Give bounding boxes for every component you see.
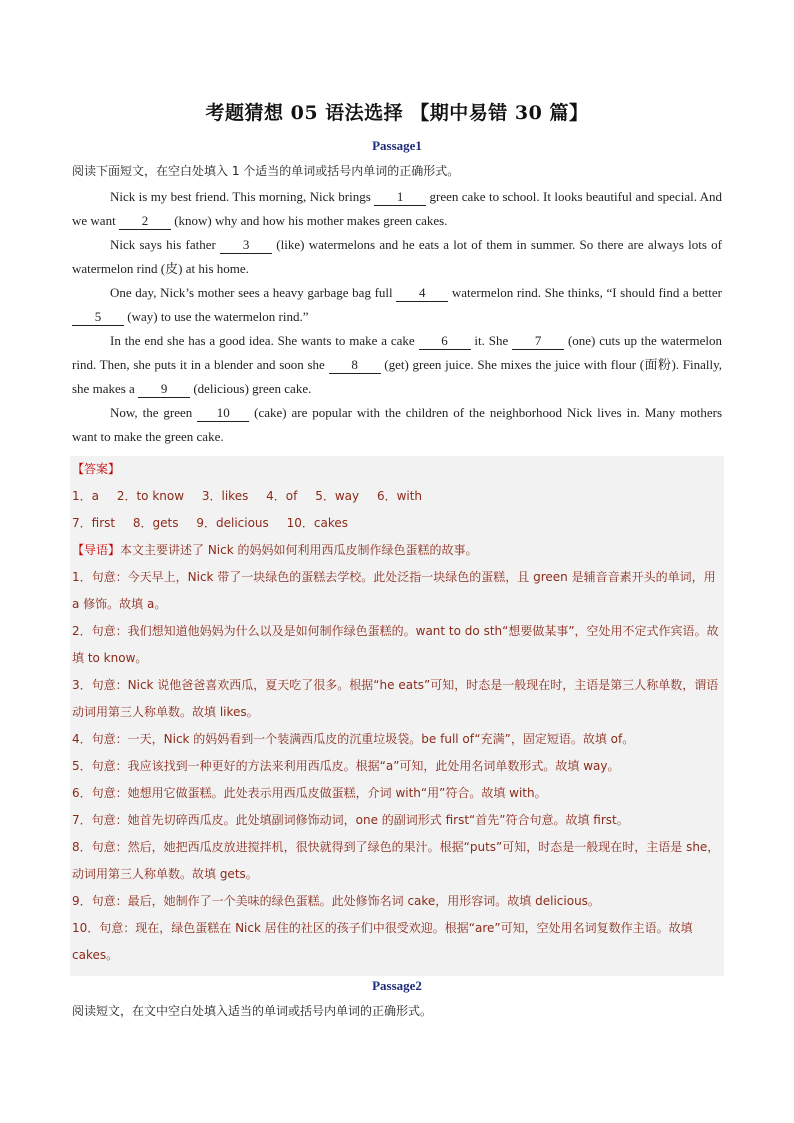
lede-text: 本文主要讲述了 Nick 的妈妈如何利用西瓜皮制作绿色蛋糕的故事。 <box>120 543 478 557</box>
answer-item: 7．first <box>72 516 116 530</box>
text-run: Nick says his father <box>110 237 221 252</box>
answer-item: 1．a <box>72 489 99 503</box>
text-run: One day, Nick’s mother sees a heavy garbage bag full <box>110 285 397 300</box>
text-run: watermelon rind. She thinks, “I should find a better <box>448 285 722 300</box>
passage2-heading: Passage2 <box>372 978 422 993</box>
paragraph <box>72 233 722 281</box>
passage1-heading: Passage1 <box>372 138 422 153</box>
passage2-instruction: 阅读短文，在文中空白处填入适当的单词或括号内单词的正确形式。 <box>72 1004 433 1018</box>
blank-3: 3 <box>220 237 272 254</box>
answer-item: 9．delicious <box>196 516 269 530</box>
blank-5: 5 <box>72 309 124 326</box>
explanation-3: 3．句意：Nick 说他爸爸喜欢西瓜，夏天吃了很多。根据“he eats”可知，时态是一般现在时，主语是第三人称单数，谓语动词用第三人称单数。故填 likes。 <box>72 678 719 719</box>
text-run: Now, the green <box>110 405 198 420</box>
passage1-instruction: 阅读下面短文，在空白处填入 1 个适当的单词或括号内单词的正确形式。 <box>72 164 460 178</box>
blank-6: 6 <box>419 333 471 350</box>
lede-label: 【导语】 <box>72 543 121 557</box>
paragraph <box>72 329 722 401</box>
answer-item: 8．gets <box>132 516 179 530</box>
answer-item: 2．to know <box>116 489 185 503</box>
paragraph <box>72 185 722 233</box>
text-run: In the end she has a good idea. She wants to make a cake <box>110 333 419 348</box>
answer-item: 4．of <box>266 489 298 503</box>
explanation-10: 10．句意：现在，绿色蛋糕在 Nick 居住的社区的孩子们中很受欢迎。根据“are”可知，空处用名词复数作主语。故填 cakes。 <box>72 921 693 962</box>
blank-7: 7 <box>512 333 564 350</box>
answer-section <box>72 456 722 969</box>
blank-4: 4 <box>396 285 448 302</box>
explanation-4: 4．句意：一天，Nick 的妈妈看到一个装满西瓜皮的沉重垃圾袋。be full of“充满”，固定短语。故填 of。 <box>72 732 635 746</box>
answer-item: 5．way <box>315 489 360 503</box>
page-title: 考题猜想 05 语法选择 【期中易错 30 篇】 <box>205 102 589 124</box>
answer-row-1 <box>72 483 722 510</box>
answer-item: 10．cakes <box>286 516 348 530</box>
text-run: (cake) are popular with the children of the neighborhood Nick lives in. Many mothers want to make the green cake. <box>72 405 723 444</box>
answer-label: 【答案】 <box>72 462 121 476</box>
explanation-6: 6．句意：她想用它做蛋糕。此处表示用西瓜皮做蛋糕，介词 with“用”符合。故填 with。 <box>72 786 547 800</box>
answer-item: 3．likes <box>201 489 249 503</box>
text-run: Nick is my best friend. This morning, Nick brings <box>110 189 375 204</box>
explanation-8: 8．句意：然后，她把西瓜皮放进搅拌机，很快就得到了绿色的果汁。根据“puts”可知，时态是一般现在时，主语是 she，动词用第三人称单数。故填 gets。 <box>72 840 720 881</box>
blank-1: 1 <box>374 189 426 206</box>
passage1-text <box>72 185 722 449</box>
explanation-2: 2．句意：我们想知道他妈妈为什么以及是如何制作绿色蛋糕的。want to do sth“想要做某事”，空处用不定式作宾语。故填 to know。 <box>72 624 719 665</box>
text-run: (delicious) green cake. <box>190 381 312 396</box>
blank-8: 8 <box>329 357 381 374</box>
text-run: (know) why and how his mother makes green cakes. <box>170 213 448 228</box>
text-run: (one) cuts up the watermelon rind. Then, she puts it in a blender and soon she <box>72 333 722 372</box>
answer-row-2 <box>72 510 722 537</box>
blank-10: 10 <box>197 405 249 422</box>
paragraph <box>72 281 722 329</box>
explanation-5: 5．句意：我应该找到一种更好的方法来利用西瓜皮。根据“a”可知，此处用名词单数形式。故填 way。 <box>72 759 620 773</box>
text-run: it. She <box>470 333 513 348</box>
text-run: green cake to school. It looks beautiful and special. And we want <box>72 189 722 228</box>
paragraph <box>72 401 722 449</box>
blank-2: 2 <box>119 213 171 230</box>
text-run: (get) green juice. She mixes the juice with flour (面粉). Finally, she makes a <box>72 357 723 396</box>
explanation-7: 7．句意：她首先切碎西瓜皮。此处填副词修饰动词，one 的副词形式 first“首先”符合句意。故填 first。 <box>72 813 629 827</box>
explanation-1: 1．句意：今天早上，Nick 带了一块绿色的蛋糕去学校。此处泛指一块绿色的蛋糕，且 green 是辅音音素开头的单词，用 a 修饰。故填 a。 <box>72 570 716 611</box>
answer-item: 6．with <box>376 489 423 503</box>
lede <box>72 537 722 564</box>
text-run: (like) watermelons and he eats a lot of them in summer. So there are always lots of watermelon rind (皮) at his home. <box>72 237 722 276</box>
text-run: (way) to use the watermelon rind.” <box>124 309 309 324</box>
blank-9: 9 <box>138 381 190 398</box>
explanation-9: 9．句意：最后，她制作了一个美味的绿色蛋糕。此处修饰名词 cake，用形容词。故填 delicious。 <box>72 894 600 908</box>
